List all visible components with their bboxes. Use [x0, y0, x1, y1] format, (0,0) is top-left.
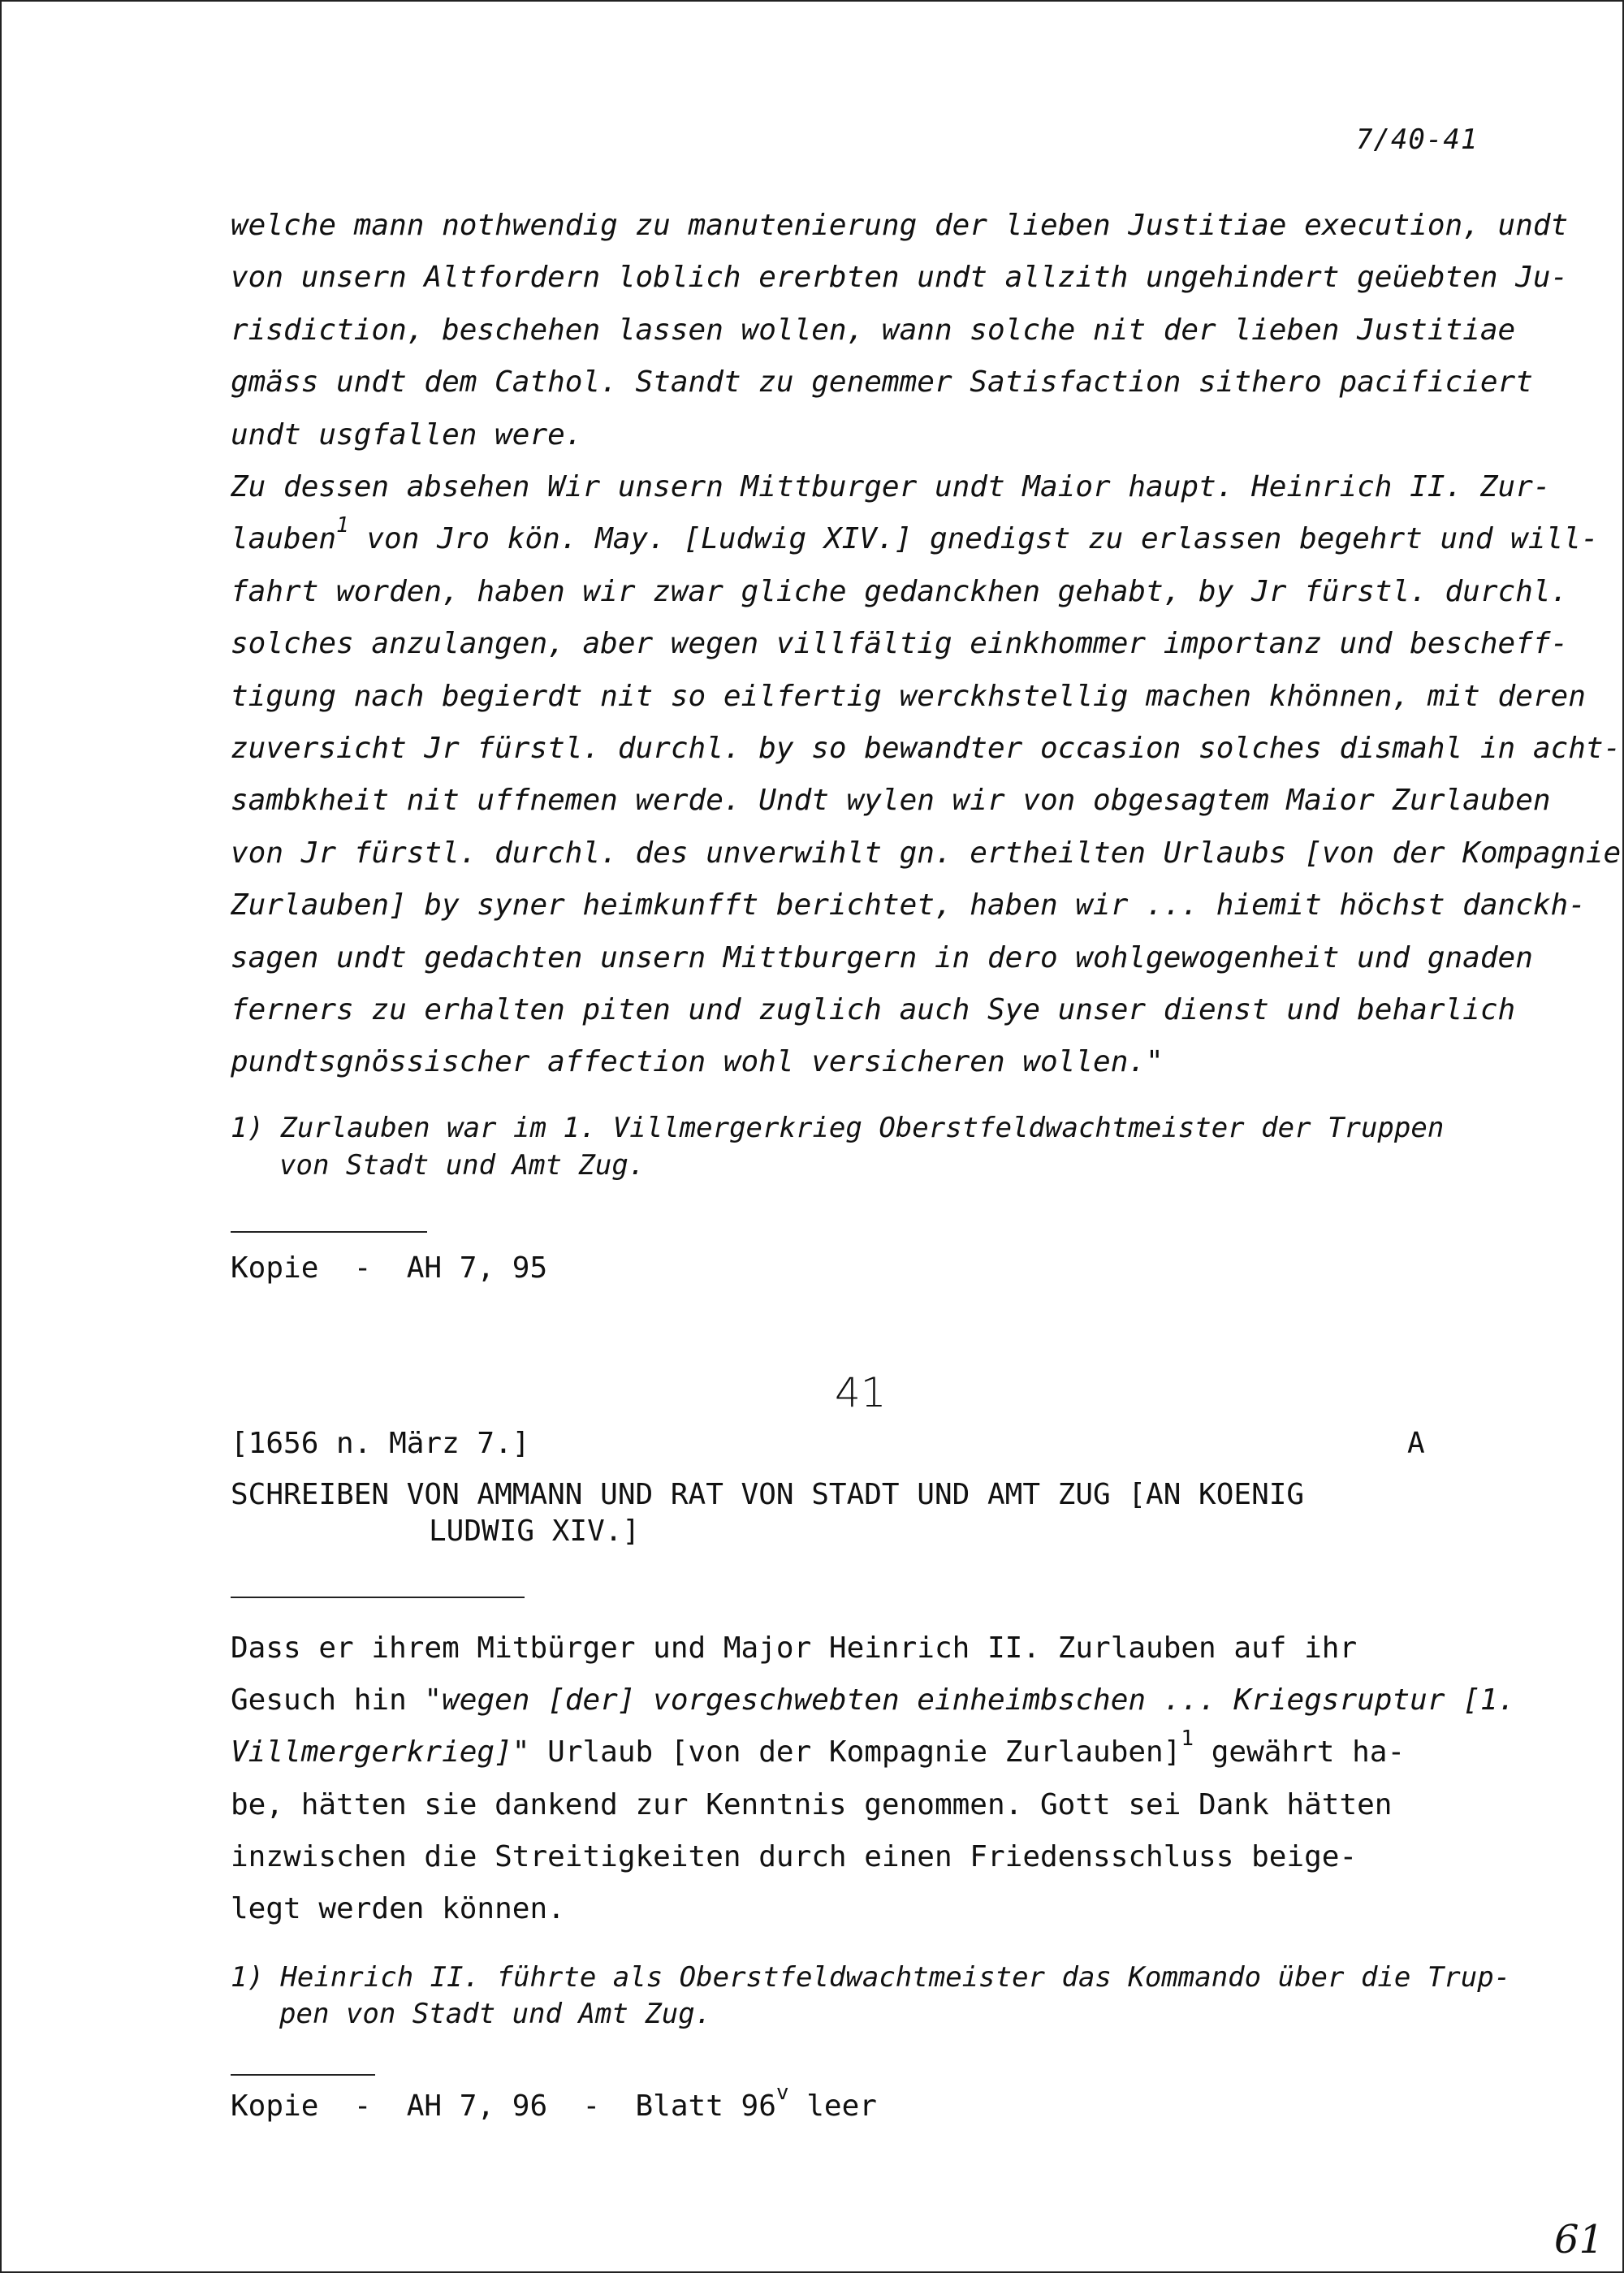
footnote-41-line2: pen von Stadt und Amt Zug.	[279, 1998, 712, 2030]
text-line: ferners zu erhalten piten und zuglich auch Sye unser dienst und beharlich	[231, 993, 1516, 1026]
text-line: undt usgfallen were.	[231, 418, 583, 452]
footnote-40-line2: von Stadt und Amt Zug.	[279, 1149, 646, 1182]
quoted-text: Villmergerkrieg]"	[231, 1735, 530, 1769]
text-line: zuversicht Jr fürstl. durchl. by so bewandter occasion solches dismahl in acht-	[231, 732, 1622, 765]
text-fragment: leer	[788, 2089, 877, 2123]
body-line: inzwischen die Streitigkeiten durch einen Friedensschluss beige-	[231, 1840, 1358, 1873]
footnote-40-line1: 1) Zurlauben war im 1. Villmergerkrieg Oberstfeldwachtmeister der Truppen	[231, 1112, 1445, 1144]
title-divider-rule	[231, 1597, 525, 1598]
text-line	[231, 513, 1599, 555]
body-line: Dass er ihrem Mitbürger und Major Heinrich II. Zurlauben auf ihr	[231, 1631, 1358, 1665]
body-line: be, hätten sie dankend zur Kenntnis genommen. Gott sei Dank hätten	[231, 1788, 1393, 1821]
text-fragment: lauben	[231, 522, 337, 555]
body-line	[231, 1683, 1516, 1717]
verso-marker: v	[775, 2081, 789, 2105]
text-line: Zurlauben] by syner heimkunfft berichtet, haben wir ... hiemit höchst danckh-	[231, 888, 1586, 922]
text-line: fahrt worden, haben wir zwar gliche gedanckhen gehabt, by Jr fürstl. durchl.	[231, 575, 1569, 608]
document-title-line1: SCHREIBEN VON AMMANN UND RAT VON STADT UND AMT ZUG [AN KOENIG	[231, 1478, 1305, 1511]
handwritten-folio-number: 61	[1554, 2217, 1605, 2262]
text-line: Zu dessen absehen Wir unsern Mittburger undt Maior haupt. Heinrich II. Zur-	[231, 470, 1551, 503]
page-reference: 7/40-41	[1356, 123, 1479, 156]
footnote-marker: 1	[1181, 1726, 1194, 1751]
text-fragment: gewährt ha-	[1194, 1735, 1406, 1769]
source-note-40: Kopie - AH 7, 95	[231, 1251, 548, 1285]
text-line: welche mann nothwendig zu manutenierung der lieben Justitiae execution, undt	[231, 209, 1569, 242]
text-line: von Jr fürstl. durchl. des unverwihlt gn. ertheilten Urlaubs [von der Kompagnie	[231, 836, 1622, 870]
document-letter: A	[1407, 1427, 1425, 1460]
document-title-line2: LUDWIG XIV.]	[429, 1515, 641, 1548]
text-fragment: von Jro kön. May. [Ludwig XIV.] gnedigst zu erlassen begehrt und will-	[348, 522, 1599, 555]
text-line: sambkheit nit uffnemen werde. Undt wylen wir von obgesagtem Maior Zurlauben	[231, 784, 1551, 817]
text-line: von unsern Altfordern loblich ererbten undt allzith ungehindert geüebten Ju-	[231, 261, 1569, 294]
text-line: gmäss undt dem Cathol. Standt zu genemmer Satisfaction sithero pacificiert	[231, 365, 1533, 399]
quoted-text: "wegen [der] vorgeschwebten einheimbschen ... Kriegsruptur [1.	[424, 1683, 1516, 1717]
text-line: pundtsgnössischer affection wohl versicheren wollen."	[231, 1045, 1164, 1078]
text-line: risdiction, beschehen lassen wollen, wann solche nit der lieben Justitiae	[231, 313, 1516, 347]
text-line: sagen undt gedachten unsern Mittburgern in dero wohlgewogenheit und gnaden	[231, 941, 1533, 974]
document-date: [1656 n. März 7.]	[231, 1427, 530, 1460]
text-fragment: Kopie - AH 7, 96 - Blatt 96	[231, 2089, 776, 2123]
source-note-41	[231, 2081, 877, 2123]
text-fragment: Gesuch hin	[231, 1683, 425, 1717]
body-line	[231, 1726, 1406, 1769]
body-line: legt werden können.	[231, 1892, 565, 1925]
footnote-41-line1: 1) Heinrich II. führte als Oberstfeldwachtmeister das Kommando über die Trup-	[231, 1961, 1511, 1994]
divider-rule	[231, 2074, 375, 2076]
footnote-marker: 1	[336, 513, 349, 538]
text-line: solches anzulangen, aber wegen villfältig einkhommer importanz und bescheff-	[231, 627, 1569, 660]
document-number: 41	[835, 1369, 887, 1416]
divider-rule	[231, 1231, 427, 1233]
text-line: tigung nach begierdt nit so eilfertig werckhstellig machen khönnen, mit deren	[231, 680, 1586, 713]
text-fragment: Urlaub [von der Kompagnie Zurlauben]	[529, 1735, 1181, 1769]
